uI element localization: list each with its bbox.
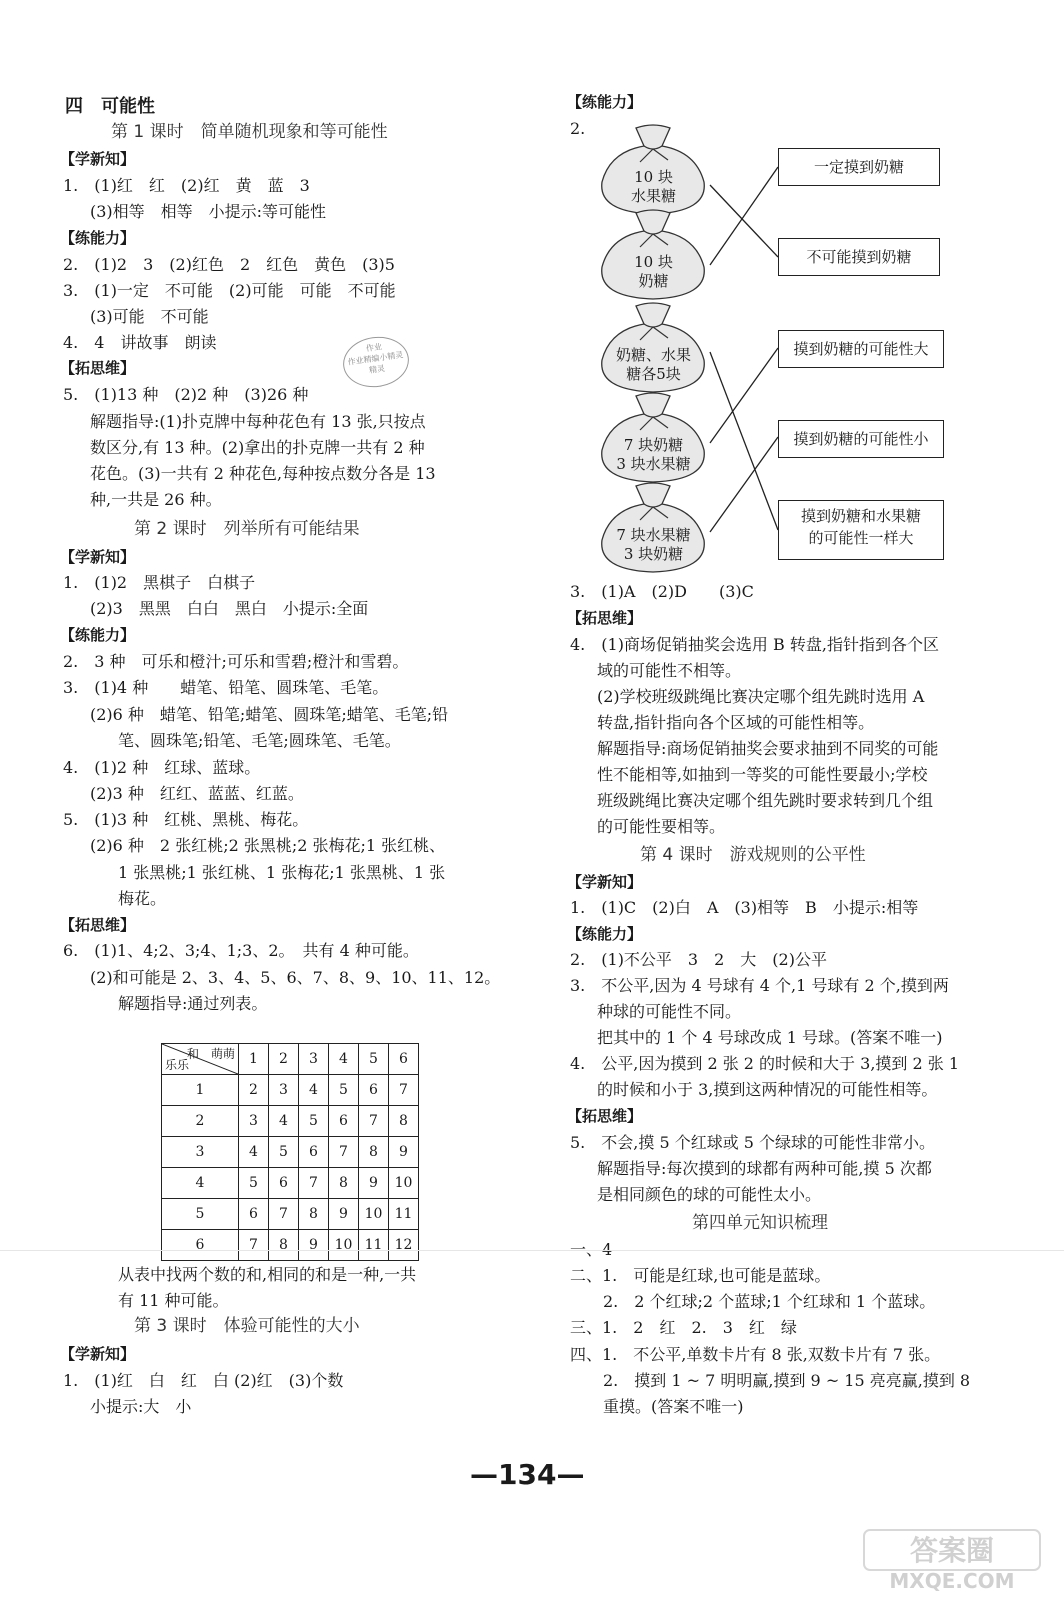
answer-line: 解题指导:(1)扑克牌中每种花色有 13 张,只按点 [90,412,426,431]
watermark-logo [862,1528,1042,1596]
table-header-cell: 2 [269,1044,299,1075]
answer-line: 一、4 [570,1240,613,1259]
answer-line: 5. (1)3 种 红桃、黑桃、梅花。 [63,810,309,829]
answer-line: 1. (1)红 红 (2)红 黄 蓝 3 [63,176,310,195]
answer-line: 2. [570,119,586,138]
lesson3-title: 第 3 课时 体验可能性的大小 [134,1316,360,1336]
match-box: 不可能摸到奶糖 [778,238,940,276]
answer-line: 1. (1)红 白 红 白 (2)红 (3)个数 [63,1371,344,1390]
table-row: 2 3 4 5 6 7 8 [162,1106,419,1137]
section-xuexinzhi: 【学新知】 [567,873,643,891]
answer-line: 解题指导:每次摸到的球都有两种可能,摸 5 次都 [597,1159,932,1178]
section-liannengli: 【练能力】 [60,626,136,644]
candy-bag: 7 块水果糖 3 块奶糖 [596,480,711,575]
candy-bag: 10 块 水果糖 [596,122,711,217]
answer-line: 2. (1)不公平 3 2 大 (2)公平 [570,950,827,969]
lesson4-title: 第 4 课时 游戏规则的公平性 [640,845,866,865]
svg-text:MXQE.COM: MXQE.COM [889,1569,1015,1592]
answer-line: 从表中找两个数的和,相同的和是一种,一共 [118,1265,417,1284]
match-box: 一定摸到奶糖 [778,148,940,186]
table-row: 5 6 7 8 9 10 11 [162,1199,419,1230]
match-box: 摸到奶糖的可能性大 [778,330,944,368]
match-box: 摸到奶糖的可能性小 [778,420,944,458]
answer-line: (2)学校班级跳绳比赛决定哪个组先跳时选用 A [597,687,925,706]
answer-line: 2. 摸到 1 ~ 7 明明赢,摸到 9 ~ 15 亮亮赢,摸到 8 [603,1371,971,1390]
answer-line: 2. 2 个红球;2 个蓝球;1 个红球和 1 个蓝球。 [603,1292,936,1311]
answer-line: 4. 4 讲故事 朗读 [63,333,217,352]
answer-line: 重摸。(答案不唯一) [603,1397,744,1416]
lesson1-title: 第 1 课时 简单随机现象和等可能性 [111,122,388,142]
table-header-cell: 5 [359,1044,389,1075]
answer-line: 三、1. 2 红 2. 3 红 绿 [570,1318,797,1337]
answer-line: (2)6 种 蜡笔、铅笔;蜡笔、圆珠笔;蜡笔、毛笔;铅 [90,705,449,724]
svg-text:答案圈: 答案圈 [909,1534,995,1567]
section-xuexinzhi: 【学新知】 [60,548,136,566]
answer-line: 2. 3 种 可乐和橙汁;可乐和雪碧;橙汁和雪碧。 [63,652,409,671]
answer-line: (2)3 种 红红、蓝蓝、红蓝。 [90,784,304,803]
answer-line: 种,一共是 26 种。 [90,490,222,509]
answer-line: 梅花。 [118,889,167,908]
answer-line: 4. (1)2 种 红球、蓝球。 [63,758,261,777]
answer-line: 二、1. 可能是红球,也可能是蓝球。 [570,1266,831,1285]
answer-line: 3. (1)一定 不可能 (2)可能 可能 不可能 [63,281,396,300]
unit-review-title: 第四单元知识梳理 [692,1213,828,1233]
section-liannengli: 【练能力】 [567,925,643,943]
answer-line: (2)3 黑黑 白白 黑白 小提示:全面 [90,599,369,618]
answer-line: 解题指导:通过列表。 [118,994,268,1013]
answer-line: 数区分,有 13 种。(2)拿出的扑克牌一共有 2 种 [90,438,425,457]
answer-line: 是相同颜色的球的可能性太小。 [597,1185,822,1204]
candy-bag: 10 块 奶糖 [596,207,711,302]
answer-line: (3)相等 相等 小提示:等可能性 [90,202,327,221]
page-number: —134— [470,1458,585,1491]
answer-line: 域的可能性不相等。 [597,661,742,680]
answer-line: 班级跳绳比赛决定哪个组先跳时要求转到几个组 [597,791,934,810]
answer-line: 小提示:大 小 [90,1397,192,1416]
answer-line: 转盘,指针指向各个区域的可能性相等。 [597,713,875,732]
table-row: 4 5 6 7 8 9 10 [162,1168,419,1199]
answer-line: 1. (1)C (2)白 A (3)相等 B 小提示:相等 [570,898,919,917]
answer-line: 4. 公平,因为摸到 2 张 2 的时候和大于 3,摸到 2 张 1 [570,1054,960,1073]
table-header-cell: 4 [329,1044,359,1075]
candy-bag: 奶糖、水果 糖各5块 [596,300,711,395]
answer-line: 1 张黑桃;1 张红桃、1 张梅花;1 张黑桃、1 张 [118,863,446,882]
answer-line: 花色。(3)一共有 2 种花色,每种按点数分各是 13 [90,464,436,483]
answer-line: 3. (1)4 种 蜡笔、铅笔、圆珠笔、毛笔。 [63,678,389,697]
table-corner-cell: 和 萌萌 乐乐 [162,1044,239,1075]
section-liannengli: 【练能力】 [60,229,136,247]
answer-line: (3)可能 不可能 [90,307,209,326]
answer-line: 性不能相等,如抽到一等奖的可能性要最小;学校 [597,765,928,784]
answer-line: 种球的可能性不同。 [597,1002,742,1021]
answer-line: 的时候和小于 3,摸到这两种情况的可能性相等。 [597,1080,938,1099]
section-tuosiwei: 【拓思维】 [60,916,136,934]
table-row: 6 7 8 9 10 11 12 [162,1230,419,1261]
fold-line [0,1250,1064,1251]
answer-line: 2. (1)2 3 (2)红色 2 红色 黄色 (3)5 [63,255,395,274]
answer-line: 5. (1)13 种 (2)2 种 (3)26 种 [63,385,309,404]
answer-line: 3. (1)A (2)D (3)C [570,582,754,601]
answer-line: 1. (1)2 黑棋子 白棋子 [63,573,256,592]
chapter-title: 四 可能性 [65,96,155,117]
answer-line: 有 11 种可能。 [118,1291,229,1310]
section-liannengli: 【练能力】 [567,93,643,111]
answer-line: 6. (1)1、4;2、3;4、1;3、2。 共有 4 种可能。 [63,941,419,960]
section-tuosiwei: 【拓思维】 [567,609,643,627]
answer-line: 笔、圆珠笔;铅笔、毛笔;圆珠笔、毛笔。 [118,731,401,750]
answer-line: 4. (1)商场促销抽奖会选用 B 转盘,指针指到各个区 [570,635,939,654]
answer-line: 解题指导:商场促销抽奖会要求抽到不同奖的可能 [597,739,939,758]
table-header-cell: 3 [299,1044,329,1075]
answer-line: 的可能性要相等。 [597,817,726,836]
lesson2-title: 第 2 课时 列举所有可能结果 [134,519,360,539]
table-row: 1 2 3 4 5 6 7 [162,1075,419,1106]
section-xuexinzhi: 【学新知】 [60,150,136,168]
stamp-seal: 作业 作业精编小精灵 精灵 [340,333,412,392]
table-header-cell: 6 [389,1044,419,1075]
answer-line: 5. 不会,摸 5 个红球或 5 个绿球的可能性非常小。 [570,1133,936,1152]
answer-line: 把其中的 1 个 4 号球改成 1 号球。(答案不唯一) [597,1028,943,1047]
section-xuexinzhi: 【学新知】 [60,1345,136,1363]
section-tuosiwei: 【拓思维】 [567,1107,643,1125]
match-box: 摸到奶糖和水果糖 的可能性一样大 [778,500,944,560]
answer-line: (2)和可能是 2、3、4、5、6、7、8、9、10、11、12。 [90,968,501,987]
answer-line: 四、1. 不公平,单数卡片有 8 张,双数卡片有 7 张。 [570,1345,941,1364]
sum-table [161,1043,419,1261]
table-row: 3 4 5 6 7 8 9 [162,1137,419,1168]
section-tuosiwei: 【拓思维】 [60,359,136,377]
table-header-cell: 1 [239,1044,269,1075]
answer-line: (2)6 种 2 张红桃;2 张黑桃;2 张梅花;1 张红桃、 [90,836,446,855]
candy-bag: 7 块奶糖 3 块水果糖 [596,390,711,485]
answer-line: 3. 不公平,因为 4 号球有 4 个,1 号球有 2 个,摸到两 [570,976,949,995]
